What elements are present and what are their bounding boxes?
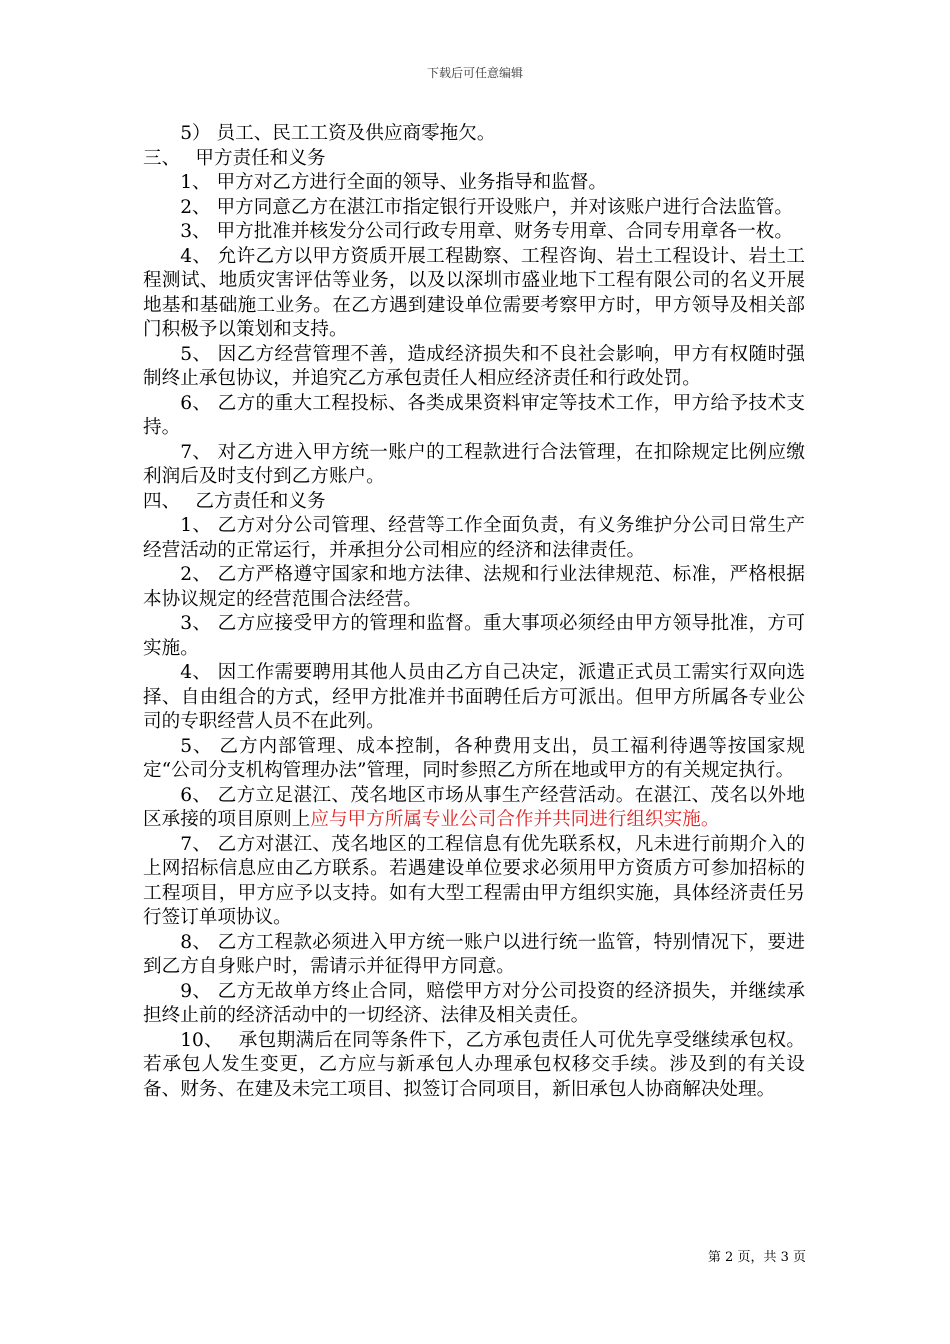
highlighted-text: 应与甲方所属专业公司合作并共同进行组织实施。 bbox=[310, 809, 720, 830]
document-body bbox=[143, 122, 805, 1102]
paragraph: 4、 允许乙方以甲方资质开展工程勘察、工程咨询、岩土工程设计、岩土工程测试、地质灾害评估等业务，以及以深圳市盛业地下工程有限公司的名义开展地基和基础施工业务。在乙方遇到建设单位需要考察甲方时，甲方领导及相关部门积极予以策划和支持。 bbox=[143, 245, 805, 340]
paragraph: 5、 乙方内部管理、成本控制，各种费用支出，员工福利待遇等按国家规定“公司分支机构管理办法”管理，同时参照乙方所在地或甲方的有关规定执行。 bbox=[143, 735, 805, 781]
page-header: 下载后可任意编辑 bbox=[426, 66, 523, 80]
paragraph-text: 6、 乙方立足湛江、茂名地区市场从事生产经营活动。在湛江、茂名以外地区承接的项目原则上 bbox=[143, 784, 805, 830]
paragraph: 6、 乙方的重大工程投标、各类成果资料审定等技术工作，甲方给予技术支持。 bbox=[143, 392, 805, 438]
paragraph: 3、 乙方应接受甲方的管理和监督。重大事项必须经由甲方领导批准，方可实施。 bbox=[143, 613, 805, 659]
paragraph: 4、 因工作需要聘用其他人员由乙方自己决定，派遣正式员工需实行双向选择、自由组合的方式，经甲方批准并书面聘任后方可派出。但甲方所属各专业公司的专职经营人员不在此列。 bbox=[143, 662, 805, 732]
paragraph: 8、 乙方工程款必须进入甲方统一账户以进行统一监管，特别情况下，要进到乙方自身账户时，需请示并征得甲方同意。 bbox=[143, 931, 805, 977]
page-footer: 第 2 页，共 3 页 bbox=[707, 1250, 806, 1265]
section-heading: 四、 乙方责任和义务 bbox=[143, 490, 326, 512]
paragraph: 7、 对乙方进入甲方统一账户的工程款进行合法管理，在扣除规定比例应缴利润后及时支付到乙方账户。 bbox=[143, 441, 805, 487]
paragraph: 2、 乙方严格遵守国家和地方法律、法规和行业法律规范、标准，严格根据本协议规定的经营范围合法经营。 bbox=[143, 564, 805, 610]
paragraph: 1、 甲方对乙方进行全面的领导、业务指导和监督。 bbox=[180, 172, 607, 193]
paragraph: 7、 乙方对湛江、茂名地区的工程信息有优先联系权，凡未进行前期介入的上网招标信息应由乙方联系。若遇建设单位要求必须用甲方资质方可参加招标的工程项目，甲方应予以支持。如有大型工程需由甲方组织实施，具体经济责任另行签订单项协议。 bbox=[143, 833, 805, 928]
paragraph: 5） 员工、民工工资及供应商零拖欠。 bbox=[180, 123, 496, 144]
section-heading: 三、 甲方责任和义务 bbox=[143, 147, 326, 169]
paragraph: 2、 甲方同意乙方在湛江市指定银行开设账户，并对该账户进行合法监管。 bbox=[180, 196, 793, 218]
paragraph: 3、 甲方批准并核发分公司行政专用章、财务专用章、合同专用章各一枚。 bbox=[180, 221, 793, 242]
paragraph: 9、 乙方无故单方终止合同，赔偿甲方对分公司投资的经济损失，并继续承担终止前的经济活动中的一切经济、法律及相关责任。 bbox=[143, 980, 805, 1026]
paragraph: 1、 乙方对分公司管理、经营等工作全面负责，有义务维护分公司日常生产经营活动的正常运行，并承担分公司相应的经济和法律责任。 bbox=[143, 515, 805, 561]
paragraph: 5、 因乙方经营管理不善，造成经济损失和不良社会影响，甲方有权随时强制终止承包协议，并追究乙方承包责任人相应经济责任和行政处罚。 bbox=[143, 343, 805, 389]
paragraph: 10、 承包期满后在同等条件下，乙方承包责任人可优先享受继续承包权。若承包人发生变更，乙方应与新承包人办理承包权移交手续。涉及到的有关设备、财务、在建及未完工项目、拟签订合同项目，新旧承包人协商解决处理。 bbox=[143, 1029, 805, 1100]
paragraph-with-highlight bbox=[143, 784, 805, 833]
